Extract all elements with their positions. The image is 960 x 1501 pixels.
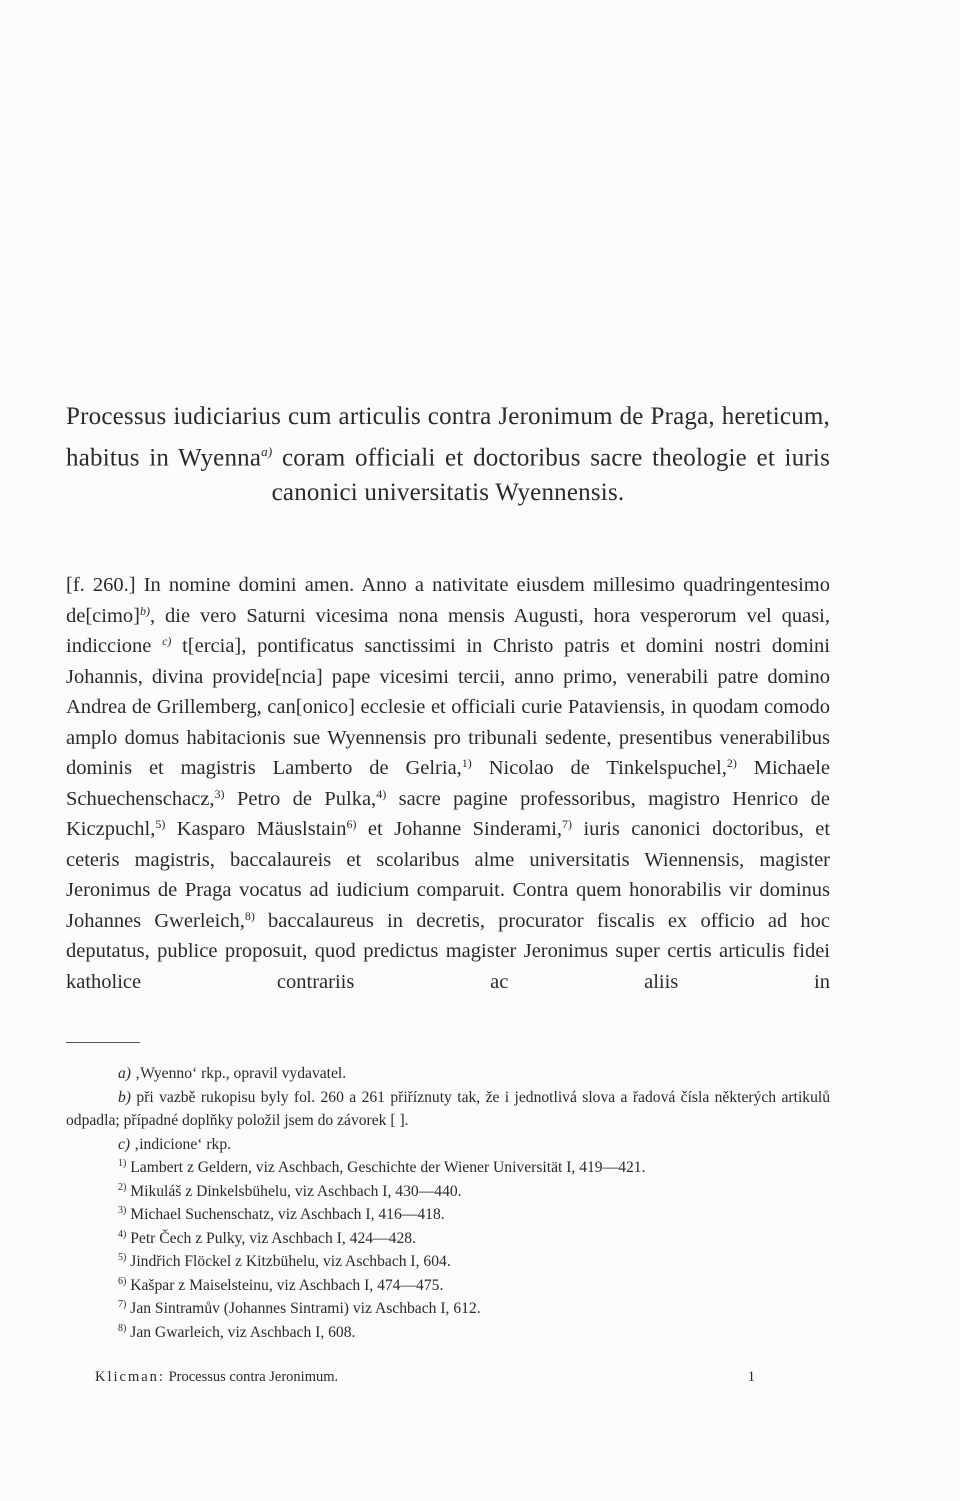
text-segment: baccalaureus in decretis, procurator fiscalis ex officio ad hoc deputatus, publice proposuit, quod predictus magister Jeronimus super certis articulis fidei katholice contrariis ac aliis in — [66, 909, 831, 993]
text-segment: sacre pagine professoribus, magistro Henrico de Kiczpuchl, — [66, 787, 831, 840]
text-segment: [f. 260.] In nomine domini amen. Anno a nativitate eiusdem millesimo quadringentesimo de[cimo] — [66, 574, 830, 627]
footnote-a: a) ‚Wyenno‘ rkp., opravil vydavatel. — [118, 1065, 347, 1082]
footnote-3: $^{3)}$ Michael Suchenschatz, viz Aschbach I, 416—418. — [118, 1205, 445, 1223]
title-line-2a: de Praga, hereticum, habitus in Wyenna — [66, 403, 831, 472]
footnote-8: $^{8)}$ Jan Gwarleich, viz Aschbach I, 608. — [118, 1322, 356, 1341]
text-segment: et Johanne Sinderami, — [367, 818, 563, 840]
footnote-b: b) při vazbě rukopisu byly fol. 260 a 261 přiříznuty tak, že i jednotlivá slova a řadová čísla některých artikulů odpadla; případné doplňky položil jsem do závorek [ ]. — [66, 1088, 830, 1129]
text-segment: iuris canonici doctoribus, et ceteris magistris, baccalaureis et scolaribus alme universitatis Wiennensis, magister Jeronimus de Praga vocatus ad iudicium comparuit. Contra quem honorabilis vir dominus Johannes Gwerleich, — [66, 818, 831, 932]
footnote-ref-1: 1) — [461, 756, 472, 770]
footnote-ref-5: 5) — [155, 817, 166, 831]
footnote-7: $^{7)}$ Jan Sintramův (Johannes Sintrami) viz Aschbach I, 612. — [118, 1299, 481, 1317]
footnote-5: $^{5)}$ Jindřich Flöckel z Kitzbühelu, viz Aschbach I, 604. — [118, 1252, 451, 1270]
main-paragraph — [66, 570, 830, 997]
footer-work: Processus contra Jeronimum. — [168, 1369, 339, 1385]
footnote-ref-3: 3) — [214, 786, 225, 801]
footnote-2: $^{2)}$ Mikuláš z Dinkelsbühelu, viz Aschbach I, 430—440. — [118, 1181, 462, 1200]
footnote-1: $^{1)}$ Lambert z Geldern, viz Aschbach, Geschichte der Wiener Universität I, 419—421. — [118, 1158, 646, 1176]
text-segment: Nicolao de Tinkelspuchel, — [488, 757, 727, 779]
text-segment: t[ercia], pontificatus sanctissimi in Christo patris et domini nostri domini Johannis, divina provide[ncia] pape vicesimi tercii, anno primo, venerabili patre domino Andrea de Grillemberg, can[onico] ecclesie et officiali curie Pataviensis, in quodam comodo amplo domus habitacionis sue Wyennensis pro tribunali sedente, presentibus venerabilibus dominis et magistris Lamberto de Gelria, — [66, 635, 830, 779]
running-footer — [95, 1369, 338, 1386]
footnote-ref-a: a) — [261, 443, 273, 459]
footnote-ref-8: 8) — [244, 908, 255, 923]
footnotes — [66, 1062, 830, 1344]
text-segment: , die vero Saturni vicesima nona mensis Augusti, hora vesperorum vel quasi, indiccione — [66, 604, 830, 657]
text-segment: Michaele Schuechenschacz, — [66, 757, 831, 810]
text-segment: Petro de Pulka, — [236, 787, 377, 810]
title-line-2b: coram officiali et — [281, 444, 464, 472]
footnote-divider — [66, 1042, 140, 1043]
document-title — [66, 400, 830, 510]
footnote-ref-c: c) — [162, 634, 172, 648]
footer-author: Klicman: — [95, 1369, 165, 1385]
title-line-1: Processus iudiciarius cum articulis contra Jeronimum — [66, 403, 613, 430]
footnote-6: $^{6)}$ Kašpar z Maiselsteinu, viz Aschbach I, 474—475. — [118, 1275, 444, 1294]
page-footer — [95, 1369, 755, 1386]
footnote-c: c) ‚indicione‘ rkp. — [118, 1135, 232, 1153]
footnote-ref-6: 6) — [346, 817, 357, 831]
title-line-3: doctoribus sacre theologie et iuris canonici universitatis — [271, 444, 831, 506]
main-text — [66, 570, 830, 997]
footnote-ref-2: 2) — [726, 756, 737, 770]
footnote-ref-b: b) — [140, 603, 150, 618]
footnote-4: $^{4)}$ Petr Čech z Pulky, viz Aschbach I, 424—428. — [118, 1228, 416, 1247]
page-number: 1 — [747, 1369, 755, 1385]
text-segment: Kasparo Mäuslstain — [176, 818, 347, 840]
title-line-4: Wyennensis. — [495, 478, 625, 506]
footnote-ref-4: 4) — [376, 786, 387, 801]
footnote-ref-7: 7) — [562, 817, 573, 831]
